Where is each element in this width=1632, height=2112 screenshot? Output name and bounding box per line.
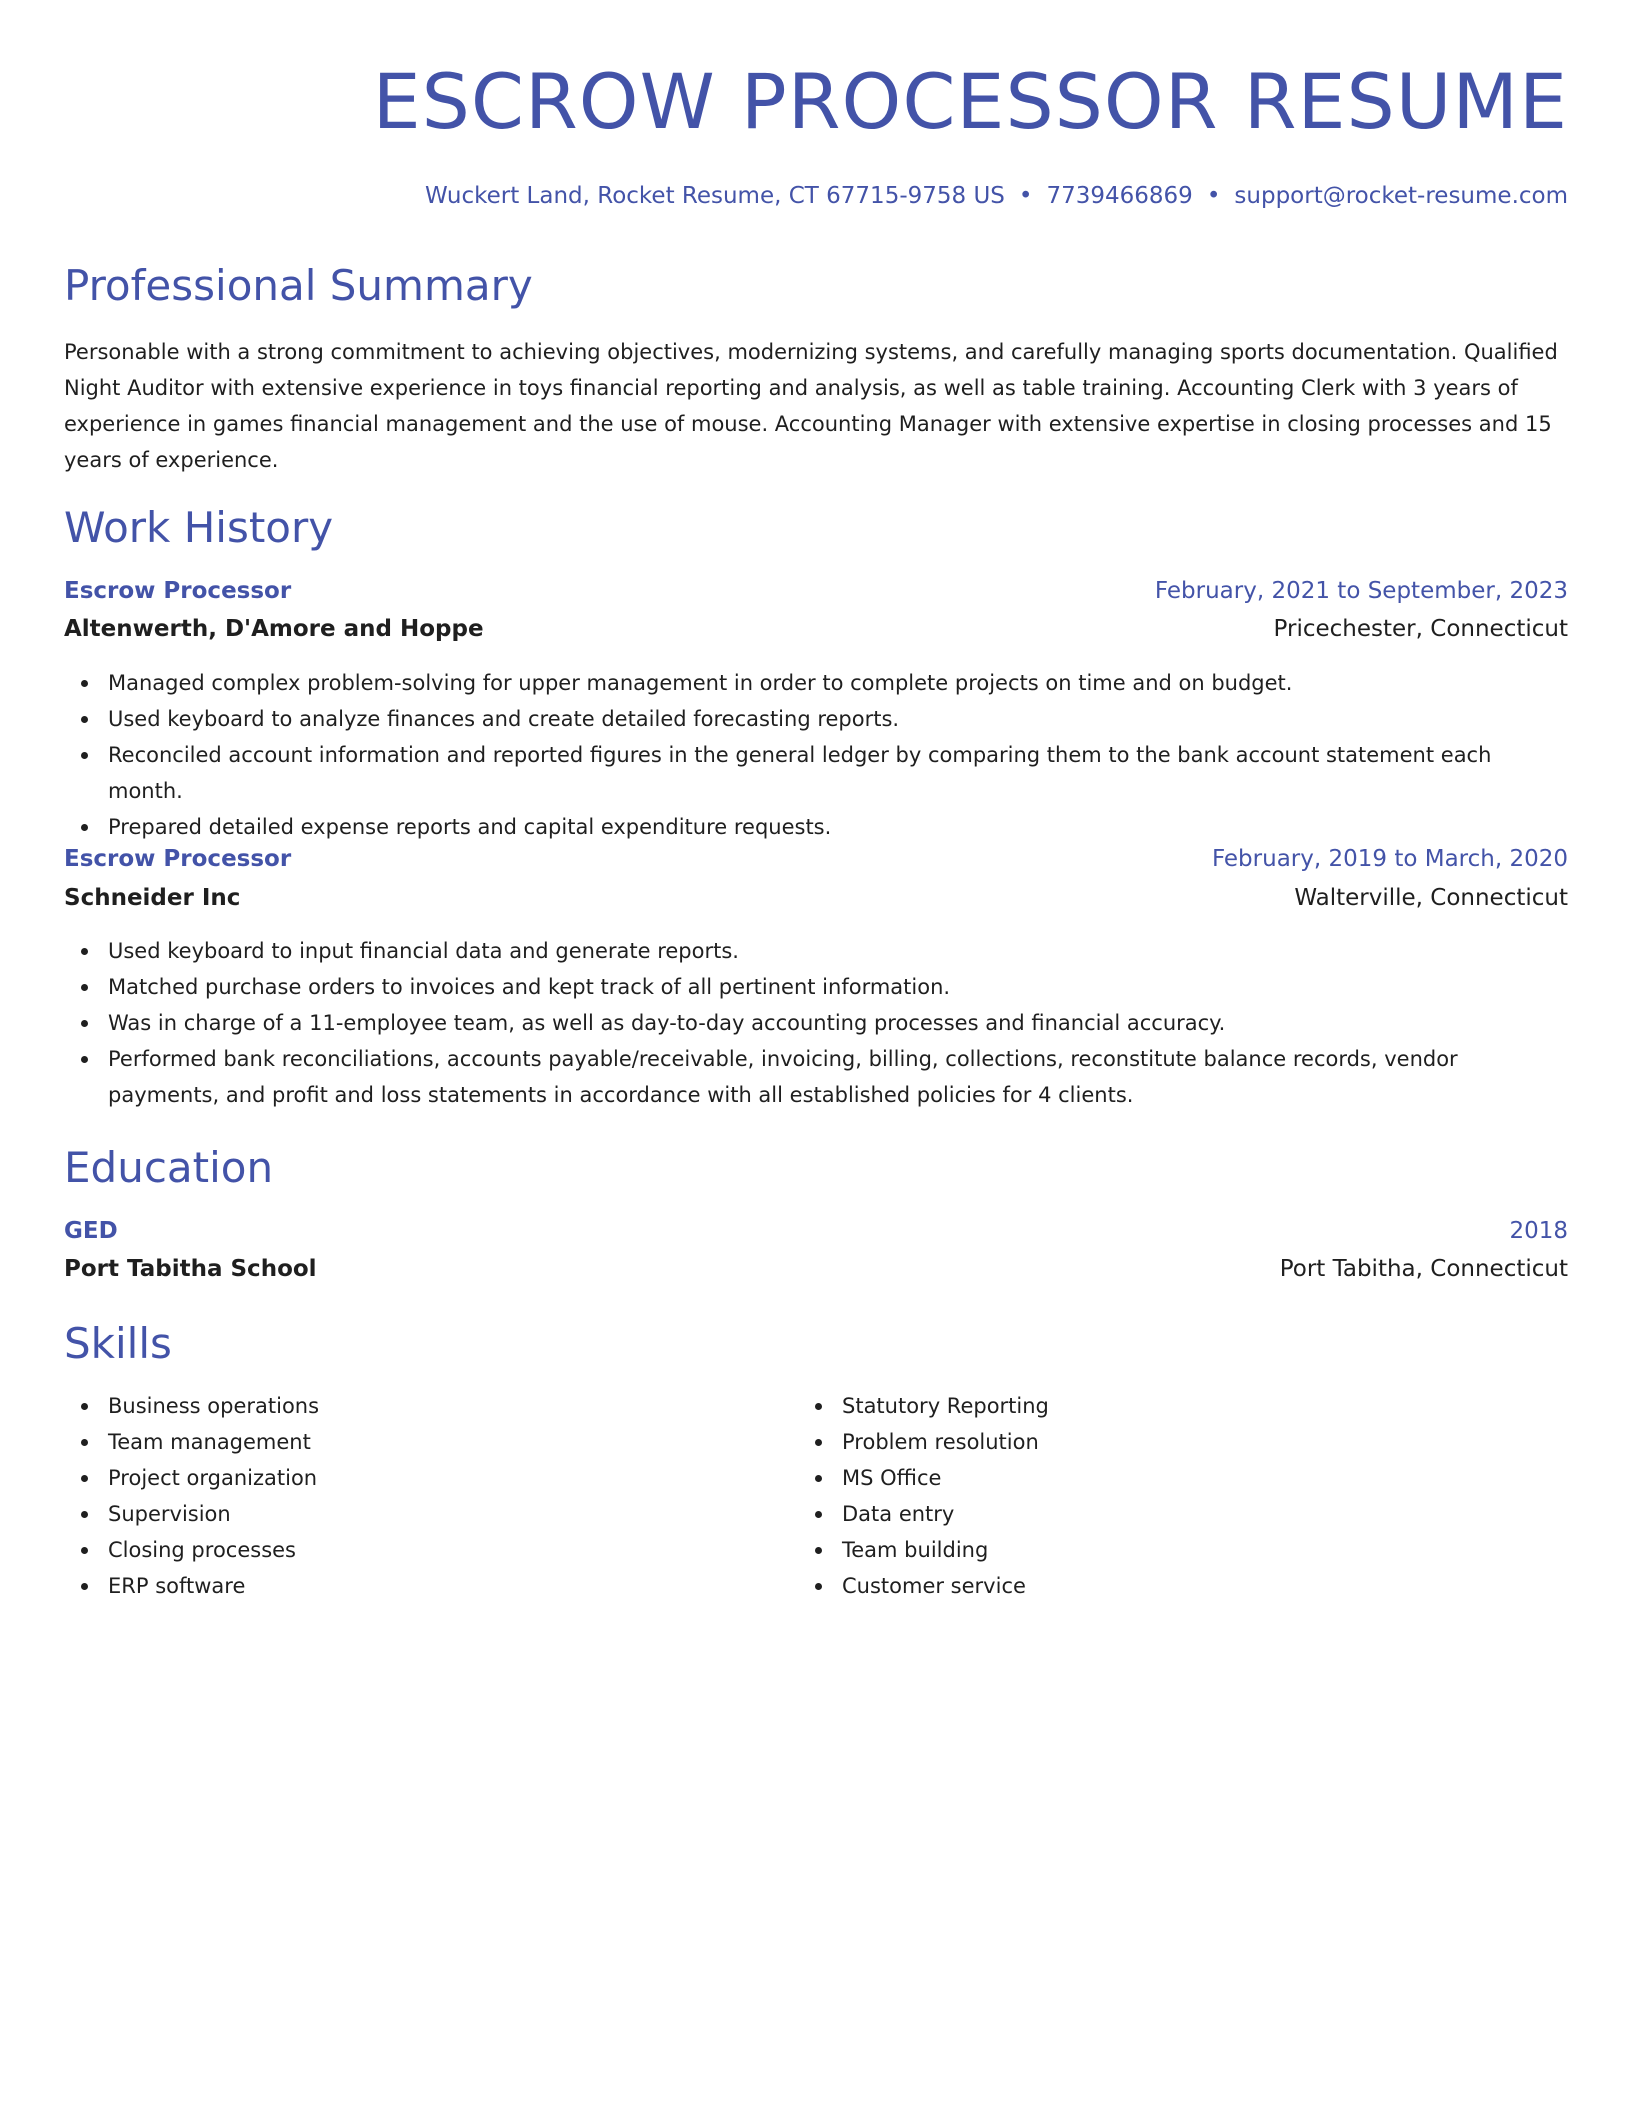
job-dates: February, 2021 to September, 2023 — [1154, 578, 1568, 604]
education-heading: Education — [64, 1143, 274, 1192]
skill-item: Customer service — [798, 1568, 1498, 1604]
skill-item: Closing processes — [64, 1532, 764, 1568]
contact-address: Wuckert Land, Rocket Resume, CT 67715-9758 US — [424, 183, 1005, 209]
contact-separator: • — [1206, 183, 1221, 209]
list-item: Used keyboard to input financial data and generate reports. — [64, 933, 1568, 969]
list-item: Prepared detailed expense reports and capital expenditure requests. — [64, 809, 1568, 845]
skill-item: ERP software — [64, 1568, 764, 1604]
list-item: Managed complex problem-solving for upper management in order to complete projects on time and on budget. — [64, 665, 1568, 701]
skills-heading: Skills — [64, 1319, 172, 1368]
education-header-row — [64, 1213, 1568, 1249]
skill-item: Supervision — [64, 1496, 764, 1532]
contact-line — [425, 178, 1568, 214]
education-school-row — [64, 1251, 1568, 1287]
skill-item: Business operations — [64, 1388, 764, 1424]
education-year: 2018 — [1509, 1218, 1568, 1244]
education-degree: GED — [64, 1218, 118, 1244]
skills-list-left — [64, 1388, 764, 1604]
skills-list-right — [798, 1388, 1498, 1604]
skill-item: Data entry — [798, 1496, 1498, 1532]
skill-item: Project organization — [64, 1460, 764, 1496]
job-company-row — [64, 880, 1568, 916]
skill-item: Problem resolution — [798, 1424, 1498, 1460]
job-duties-list — [64, 933, 1568, 1113]
work-history-heading: Work History — [64, 503, 334, 552]
skill-item: Statutory Reporting — [798, 1388, 1498, 1424]
job-company: Altenwerth, D'Amore and Hoppe — [64, 616, 484, 642]
job-header-row — [64, 841, 1568, 877]
job-dates: February, 2019 to March, 2020 — [1211, 846, 1568, 872]
summary-heading: Professional Summary — [64, 261, 533, 310]
list-item: Reconciled account information and reported figures in the general ledger by comparing them to the bank account statement each month. — [64, 737, 1568, 809]
job-role: Escrow Processor — [64, 846, 292, 872]
resume-title: ESCROW PROCESSOR RESUME — [372, 57, 1568, 146]
list-item: Used keyboard to analyze finances and create detailed forecasting reports. — [64, 701, 1568, 737]
job-location: Pricechester, Connecticut — [1273, 616, 1568, 642]
summary-text: Personable with a strong commitment to achieving objectives, modernizing systems, and carefully managing sports documentation. Qualified Night Auditor with extensive experience in toys financial reporting and analysis, as well as table training. Accounting Clerk with 3 years of experience in games financial management and the use of mouse. Accounting Manager with extensive expertise in closing processes and 15 years of experience. — [64, 340, 1558, 472]
skill-item: MS Office — [798, 1460, 1498, 1496]
job-role: Escrow Processor — [64, 578, 292, 604]
list-item: Was in charge of a 11-employee team, as well as day-to-day accounting processes and financial accuracy. — [64, 1005, 1568, 1041]
job-duties-list — [64, 665, 1568, 845]
job-location: Walterville, Connecticut — [1294, 885, 1568, 911]
skill-item: Team management — [64, 1424, 764, 1460]
list-item: Matched purchase orders to invoices and kept track of all pertinent information. — [64, 969, 1568, 1005]
skill-item: Team building — [798, 1532, 1498, 1568]
education-school: Port Tabitha School — [64, 1256, 317, 1282]
contact-separator: • — [1018, 183, 1033, 209]
education-location: Port Tabitha, Connecticut — [1279, 1256, 1568, 1282]
job-header-row — [64, 573, 1568, 609]
list-item: Performed bank reconciliations, accounts payable/receivable, invoicing, billing, collections, reconstitute balance records, vendor payments, and profit and loss statements in accordance with all established policies for 4 clients. — [64, 1041, 1568, 1113]
job-company: Schneider Inc — [64, 885, 241, 911]
job-company-row — [64, 611, 1568, 647]
contact-phone[interactable]: 7739466869 — [1046, 183, 1193, 209]
contact-email[interactable]: support@rocket-resume.com — [1234, 183, 1568, 209]
